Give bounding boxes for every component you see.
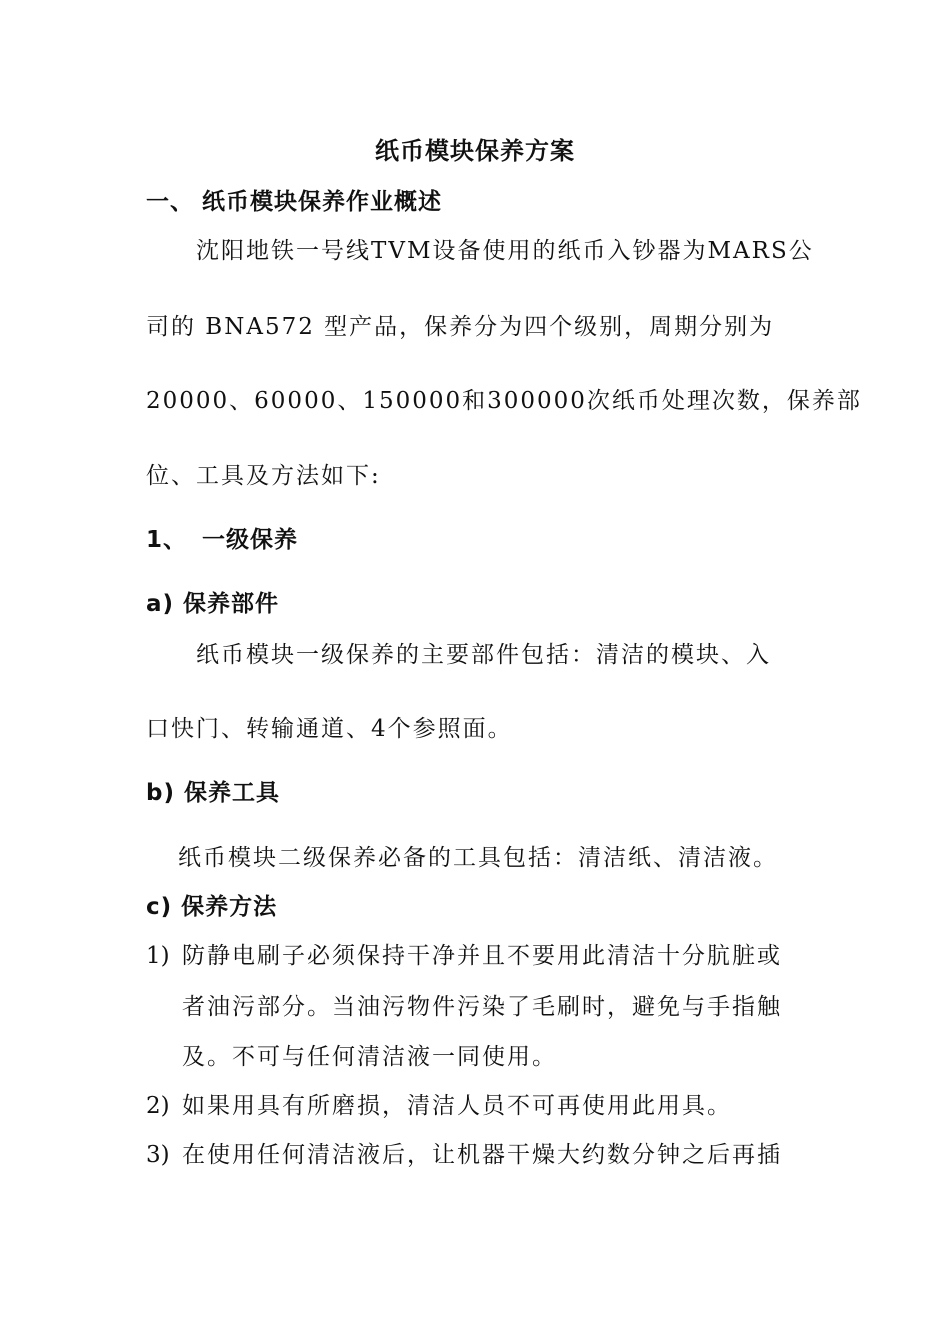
method-item-2 <box>146 1091 732 1121</box>
tools-heading: b) 保养工具 <box>146 780 280 806</box>
list-text: 如果用具有所磨损，清洁人员不可再使用此用具。 <box>182 1093 732 1119</box>
parts-heading: a) 保养部件 <box>146 591 280 617</box>
overview-line-3: 20000、60000、150000和300000次纸币处理次数，保养部 <box>146 388 862 414</box>
document-title: 纸币模块保养方案 <box>375 137 575 165</box>
list-number: 3) <box>146 1142 170 1168</box>
overview-line-1: 沈阳地铁一号线TVM设备使用的纸币入钞器为MARS公 <box>196 238 814 264</box>
list-text: 防静电刷子必须保持干净并且不要用此清洁十分肮脏或 <box>182 943 782 969</box>
method-item-1-line-2: 者油污部分。当油污物件污染了毛刷时，避免与手指触 <box>182 994 782 1020</box>
method-heading: c) 保养方法 <box>146 894 278 920</box>
parts-line-2: 口快门、转输通道、4个参照面。 <box>146 716 513 742</box>
method-item-1-line-1 <box>146 941 782 971</box>
tools-line: 纸币模块二级保养必备的工具包括：清洁纸、清洁液。 <box>178 845 778 871</box>
subsection-title: 一级保养 <box>202 527 298 553</box>
section-number: 一、 <box>146 189 194 215</box>
overview-line-2: 司的 BNA572 型产品，保养分为四个级别，周期分别为 <box>146 314 775 340</box>
parts-line-1: 纸币模块一级保养的主要部件包括：清洁的模块、入 <box>196 642 771 668</box>
list-text: 在使用任何清洁液后，让机器干燥大约数分钟之后再插 <box>182 1142 782 1168</box>
method-item-1-line-3: 及。不可与任何清洁液一同使用。 <box>182 1044 557 1070</box>
list-number: 1) <box>146 943 170 969</box>
method-item-3 <box>146 1140 782 1170</box>
section-heading-overview <box>146 187 442 217</box>
subsection-heading-level1 <box>146 525 298 555</box>
section-title: 纸币模块保养作业概述 <box>202 189 442 215</box>
overview-line-4: 位、工具及方法如下: <box>146 463 381 489</box>
list-number: 2) <box>146 1093 170 1119</box>
subsection-number: 1、 <box>146 527 188 553</box>
